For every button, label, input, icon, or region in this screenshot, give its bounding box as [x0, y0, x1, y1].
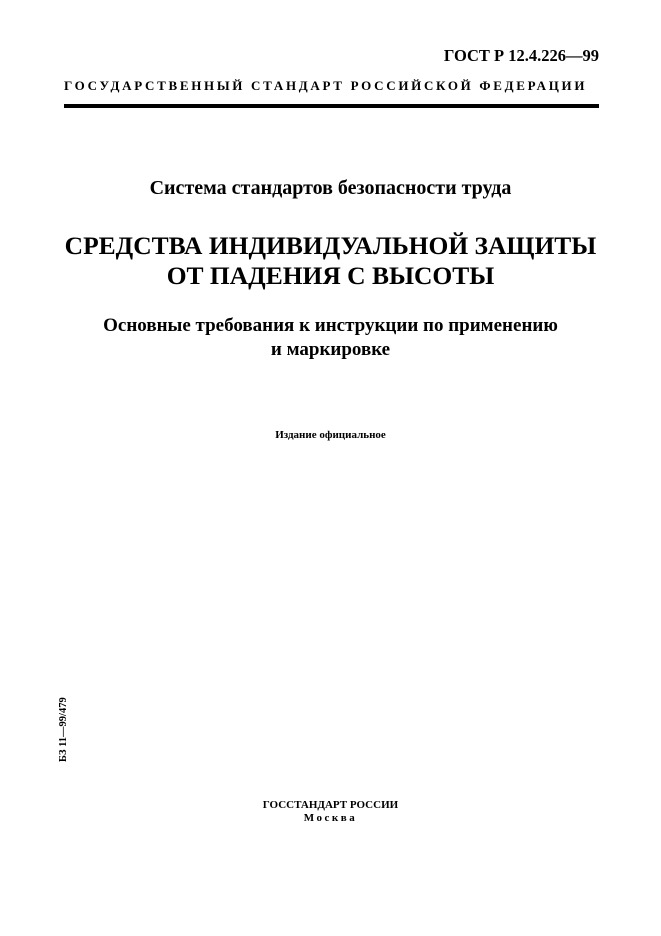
subtitle — [0, 314, 661, 362]
standard-number: ГОСТ Р 12.4.226—99 — [443, 46, 599, 65]
main-title-line-1: СРЕДСТВА ИНДИВИДУАЛЬНОЙ ЗАЩИТЫ — [64, 231, 597, 260]
publisher: ГОССТАНДАРТ РОССИИ — [262, 799, 399, 811]
edition-note: Издание официальное — [275, 429, 386, 441]
header-rule — [64, 104, 599, 108]
side-catalog-code: БЗ 11—99/479 — [58, 697, 69, 762]
subtitle-line-2: и маркировке — [270, 339, 391, 360]
main-title — [0, 231, 661, 291]
state-standard-heading: ГОСУДАРСТВЕННЫЙ СТАНДАРТ РОССИЙСКОЙ ФЕДЕРАЦИИ — [64, 78, 588, 93]
series-title: Система стандартов безопасности труда — [149, 177, 512, 199]
main-title-line-2: ОТ ПАДЕНИЯ С ВЫСОТЫ — [166, 261, 495, 290]
publication-city: Москва — [303, 812, 358, 824]
subtitle-line-1: Основные требования к инструкции по применению — [103, 315, 558, 336]
